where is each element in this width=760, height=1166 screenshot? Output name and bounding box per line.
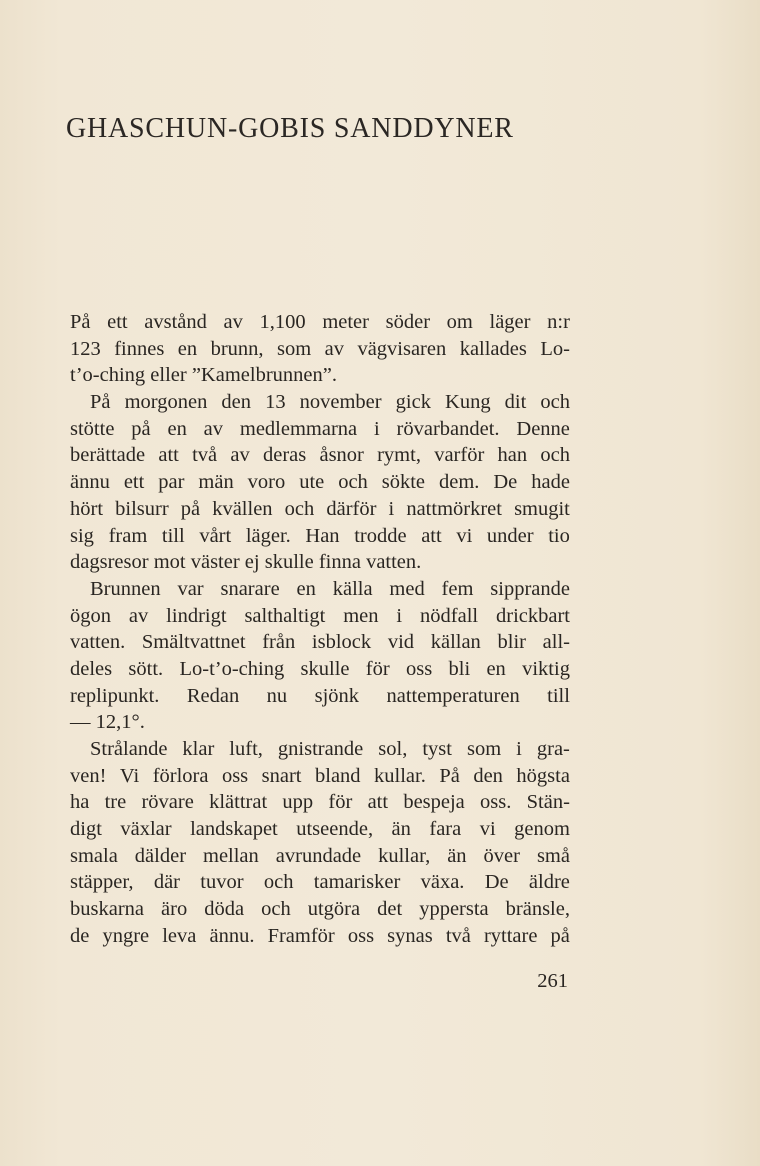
text-line: smala dälder mellan avrundade kullar, än över små xyxy=(70,844,570,867)
text-line: sig fram till vårt läger. Han trodde att vi under tio xyxy=(70,524,570,547)
text-line: ögon av lindrigt salthaltigt men i nödfall drickbart xyxy=(70,604,570,627)
text-line: Brunnen var snarare en källa med fem sipprande xyxy=(90,577,570,600)
running-head: GHASCHUN-GOBIS SANDDYNER xyxy=(66,113,514,144)
text-line: hört bilsurr på kvällen och därför i nattmörkret smugit xyxy=(70,497,570,520)
text-line: På morgonen den 13 november gick Kung dit och xyxy=(90,391,570,414)
body-text xyxy=(70,309,570,950)
text-line: berättade att två av deras åsnor rymt, varför han och xyxy=(70,444,570,467)
text-line: ännu ett par män voro ute och sökte dem. De hade xyxy=(70,471,570,494)
text-line: ha tre rövare klättrat upp för att bespeja oss. Stän- xyxy=(70,791,570,814)
text-line: stötte på en av medlemmarna i rövarbandet. Denne xyxy=(70,417,570,440)
text-line: buskarna äro döda och utgöra det yppersta bränsle, xyxy=(70,898,570,921)
text-line: vatten. Smältvattnet från isblock vid källan blir all- xyxy=(70,631,570,654)
text-line: replipunkt. Redan nu sjönk nattemperaturen till xyxy=(70,684,570,707)
text-line: deles sött. Lo-t’o-ching skulle för oss bli en viktig xyxy=(70,657,570,680)
text-line: digt växlar landskapet utseende, än fara vi genom xyxy=(70,818,570,841)
text-line: 123 finnes en brunn, som av vägvisaren kallades Lo- xyxy=(70,337,570,360)
text-line: de yngre leva ännu. Framför oss synas två ryttare på xyxy=(70,924,570,947)
page-number: 261 xyxy=(537,970,568,992)
text-line: stäpper, där tuvor och tamarisker växa. De äldre xyxy=(70,871,570,894)
text-line: — 12,1°. xyxy=(70,711,145,734)
text-line: På ett avstånd av 1,100 meter söder om läger n:r xyxy=(70,311,570,333)
text-line: Strålande klar luft, gnistrande sol, tyst som i gra- xyxy=(90,738,570,760)
text-line: dagsresor mot väster ej skulle finna vatten. xyxy=(70,551,422,574)
text-line: t’o-ching eller ”Kamelbrunnen”. xyxy=(70,364,337,387)
text-line: ven! Vi förlora oss snart bland kullar. På den högsta xyxy=(70,764,570,787)
